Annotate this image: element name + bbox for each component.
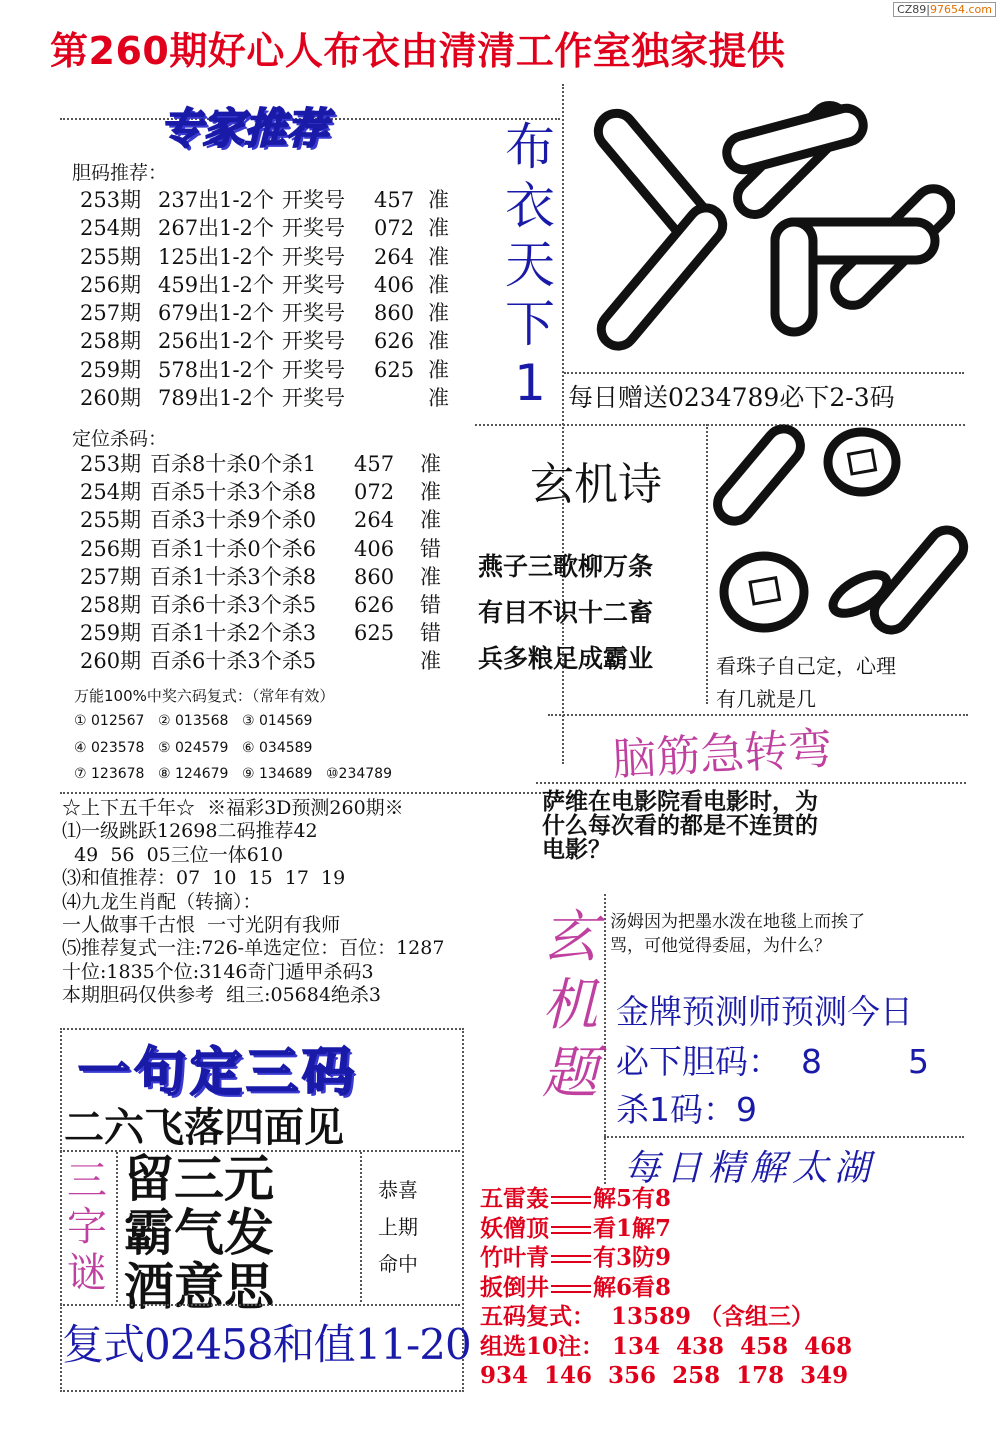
divider bbox=[604, 1136, 964, 1138]
dan-result-label: 开奖号 bbox=[282, 272, 345, 297]
taihu-hint: 看1解7 bbox=[593, 1214, 672, 1242]
xuanji-char: 玄 bbox=[542, 905, 598, 970]
taihu-hint: 解5有8 bbox=[593, 1185, 672, 1212]
sanzi-char: 字 bbox=[67, 1204, 107, 1250]
sanzi-words bbox=[124, 1149, 274, 1316]
dan-result: 626 bbox=[374, 329, 415, 354]
watermark-prefix: CZ89 bbox=[897, 3, 927, 16]
poem-line: 兵多粮足成霸业 bbox=[478, 644, 654, 673]
taihu-line bbox=[480, 1243, 852, 1273]
gold-kill-line bbox=[616, 1084, 757, 1131]
dan-issue: 256期 bbox=[80, 272, 142, 297]
kill-verdict: 准 bbox=[420, 508, 441, 533]
combo-item: ⑨ 134689 bbox=[242, 766, 313, 782]
dan-verdict: 准 bbox=[428, 216, 449, 241]
kill-result: 626 bbox=[354, 593, 395, 618]
gold-dan-2: 5 bbox=[908, 1042, 929, 1081]
kill-verdict: 准 bbox=[420, 480, 441, 505]
taihu-combo: 五码复式： 13589 （含组三） bbox=[480, 1303, 815, 1330]
dan-result-label: 开奖号 bbox=[282, 244, 345, 269]
buyi-char: 衣 bbox=[505, 177, 555, 235]
dan-result: 406 bbox=[374, 272, 415, 297]
taihu-line bbox=[480, 1273, 852, 1303]
gold-dan-label: 必下胆码： bbox=[616, 1042, 781, 1081]
taihu-term: 五雷轰 bbox=[480, 1185, 549, 1212]
poem-line: 有目不识十二畜 bbox=[478, 598, 654, 627]
kill-pick: 百杀3十杀9个杀0 bbox=[150, 508, 317, 533]
dan-row bbox=[80, 214, 449, 242]
poem-note-line: 看珠子自己定，心理 bbox=[716, 654, 896, 678]
dan-issue: 257期 bbox=[80, 301, 142, 326]
xuanji-char: 机 bbox=[542, 973, 598, 1038]
gold-dan-1: 8 bbox=[801, 1042, 822, 1081]
kill-pick: 百杀6十杀3个杀5 bbox=[150, 593, 317, 618]
kill-issue: 257期 bbox=[80, 564, 142, 589]
dan-result-label: 开奖号 bbox=[282, 188, 345, 212]
combo-row bbox=[74, 708, 410, 735]
poem-lines bbox=[478, 544, 653, 682]
kill-pick: 百杀1十杀3个杀8 bbox=[150, 564, 317, 589]
dan-result-label: 开奖号 bbox=[282, 386, 345, 411]
kill-issue: 253期 bbox=[80, 452, 142, 476]
divider bbox=[116, 1152, 118, 1302]
combo-row bbox=[74, 735, 410, 762]
hit-word: 恭喜 bbox=[378, 1178, 418, 1202]
kill-row bbox=[80, 450, 441, 478]
xuanji-char: 题 bbox=[542, 1041, 598, 1106]
beads-image bbox=[712, 420, 972, 645]
dan-result bbox=[374, 384, 428, 412]
watermark-site: 97654.com bbox=[930, 3, 992, 16]
dan-row bbox=[80, 186, 449, 214]
kill-result: 406 bbox=[354, 536, 395, 561]
kill-row bbox=[80, 591, 441, 619]
kill-row bbox=[80, 535, 441, 563]
dan-result-label: 开奖号 bbox=[282, 357, 345, 382]
page-title: 第260期好心人布衣由清清工作室独家提供 bbox=[50, 29, 786, 73]
taihu-lines bbox=[480, 1184, 852, 1391]
dan-result-label: 开奖号 bbox=[282, 216, 345, 241]
dan-label: 胆码推荐： bbox=[72, 162, 168, 184]
divider bbox=[706, 424, 708, 704]
dan-pick: 679出1-2个 bbox=[158, 301, 274, 326]
kill-table bbox=[80, 450, 441, 676]
dan-pick: 789出1-2个 bbox=[158, 386, 274, 411]
ancient-coins-image bbox=[575, 82, 955, 372]
dan-row bbox=[80, 356, 449, 384]
one-line-title: 一句定三码 bbox=[78, 1043, 359, 1103]
dan-result-label: 开奖号 bbox=[282, 301, 345, 326]
prediction-line: ⑷九龙生肖配（转摘）： bbox=[62, 890, 262, 913]
combo-item: ⑩234789 bbox=[326, 766, 392, 782]
site-watermark: CZ89|97654.com bbox=[893, 2, 996, 17]
dan-result: 264 bbox=[374, 244, 415, 269]
divider bbox=[60, 792, 560, 794]
buyi-char: 布 bbox=[505, 118, 555, 176]
taihu-term: 扳倒井 bbox=[480, 1273, 549, 1301]
kill-issue: 260期 bbox=[80, 649, 142, 674]
poem-note bbox=[716, 650, 896, 716]
combo-item: ⑥ 034589 bbox=[242, 739, 313, 756]
kill-row bbox=[80, 647, 441, 675]
taihu-term: 竹叶青 bbox=[480, 1244, 549, 1271]
hit-word: 上期 bbox=[378, 1215, 418, 1239]
combo-item: ③ 014569 bbox=[242, 713, 313, 729]
kill-verdict: 错 bbox=[420, 593, 441, 618]
divider bbox=[360, 1152, 362, 1302]
taihu-hint: 解6看8 bbox=[593, 1273, 672, 1301]
poem-line: 燕子三歌柳万条 bbox=[478, 552, 654, 581]
taihu-dash bbox=[551, 1285, 591, 1293]
kill-issue: 258期 bbox=[80, 593, 142, 618]
dan-verdict: 准 bbox=[428, 188, 449, 212]
prediction-line: ☆上下五千年☆ ※福彩3D预测260期※ bbox=[62, 797, 404, 819]
kill-issue: 254期 bbox=[80, 480, 142, 505]
taihu-group-1: 134 438 458 468 bbox=[604, 1332, 853, 1360]
kill-issue: 256期 bbox=[80, 536, 142, 561]
dan-row bbox=[80, 384, 449, 412]
dan-table bbox=[80, 186, 449, 412]
kill-issue: 259期 bbox=[80, 621, 142, 646]
sanzi-word: 霸气发 bbox=[124, 1203, 274, 1262]
dan-pick: 578出1-2个 bbox=[158, 357, 274, 382]
taihu-title: 每日精解太湖 bbox=[624, 1148, 877, 1189]
dan-verdict: 准 bbox=[428, 357, 449, 382]
dan-issue: 259期 bbox=[80, 357, 142, 382]
prediction-line: ⑸推荐复式一注:726-单选定位：百位：1287 bbox=[62, 937, 445, 960]
kill-pick: 百杀5十杀3个杀8 bbox=[150, 480, 317, 505]
combo-item: ⑦ 123678 bbox=[74, 766, 145, 782]
dan-result: 625 bbox=[374, 357, 415, 382]
sanzi-word: 酒意思 bbox=[124, 1257, 274, 1316]
poem-title: 玄机诗 bbox=[530, 459, 662, 510]
dan-pick: 125出1-2个 bbox=[158, 244, 274, 269]
riddle-line: 萨维在电影院看电影时，为 bbox=[542, 789, 818, 815]
divider bbox=[564, 372, 964, 374]
taihu-line bbox=[480, 1184, 852, 1214]
taihu-group-line-1 bbox=[480, 1332, 852, 1362]
prediction-line: 一人做事千古恨 一寸光阴有我师 bbox=[62, 914, 341, 937]
dan-verdict: 准 bbox=[428, 301, 449, 326]
divider bbox=[536, 782, 966, 784]
buyi-char: 天 bbox=[505, 236, 555, 294]
dan-row bbox=[80, 271, 449, 299]
compound-line: 复式02458和值11-20 bbox=[62, 1320, 471, 1369]
taihu-term: 妖僧顶 bbox=[480, 1214, 549, 1242]
taihu-line bbox=[480, 1214, 852, 1244]
divider bbox=[60, 1304, 460, 1306]
kill-label: 定位杀码： bbox=[72, 428, 168, 450]
sanzi-char: 谜 bbox=[67, 1250, 107, 1296]
dan-pick: 267出1-2个 bbox=[158, 216, 274, 241]
poem-note-line: 有几就是几 bbox=[716, 687, 816, 711]
prediction-line: ⑶和值推荐：07 10 15 17 19 bbox=[62, 867, 346, 890]
dan-row bbox=[80, 327, 449, 355]
kill-result: 264 bbox=[354, 508, 395, 533]
hit-word: 命中 bbox=[378, 1252, 418, 1276]
dan-issue: 255期 bbox=[80, 244, 142, 269]
gold-kill-label: 杀1码： bbox=[616, 1090, 736, 1129]
taihu-group-label: 组选10注： bbox=[480, 1332, 605, 1360]
dan-pick: 459出1-2个 bbox=[158, 272, 274, 297]
kill-verdict: 错 bbox=[420, 621, 441, 646]
combo-item: ⑤ 024579 bbox=[158, 739, 229, 756]
expert-heading: 专家推荐 bbox=[160, 104, 329, 153]
dan-issue: 253期 bbox=[80, 188, 142, 212]
gold-title: 金牌预测师预测今日 bbox=[616, 992, 913, 1031]
combo-row bbox=[74, 761, 410, 788]
gold-kill: 9 bbox=[736, 1090, 757, 1129]
riddle-line: 电影？ bbox=[542, 837, 611, 863]
kill-result bbox=[354, 647, 420, 675]
kill-result: 860 bbox=[354, 564, 395, 589]
taihu-group-line-2: 934 146 356 258 178 349 bbox=[480, 1362, 849, 1389]
kill-verdict: 准 bbox=[420, 564, 441, 589]
kill-result: 625 bbox=[354, 621, 395, 646]
riddle-title: 脑筋急转弯 bbox=[611, 723, 834, 786]
sanzi-vertical-label bbox=[64, 1158, 110, 1296]
kill-issue: 255期 bbox=[80, 508, 142, 533]
prediction-line: 十位:1835个位:3146奇门遁甲杀码3 bbox=[62, 960, 374, 983]
combo-item: ① 012567 bbox=[74, 713, 145, 729]
riddle-line: 什么每次看的都是不连贯的 bbox=[542, 813, 818, 839]
hit-vertical-label bbox=[378, 1172, 418, 1283]
riddle-question bbox=[542, 790, 818, 862]
kill-row bbox=[80, 563, 441, 591]
taihu-dash bbox=[551, 1196, 591, 1204]
gold-dan-line bbox=[616, 1036, 929, 1083]
combo-title: 万能100%中奖六码复式：（常年有效） bbox=[74, 687, 335, 705]
dan-result: 072 bbox=[374, 216, 415, 241]
buyi-vertical-title bbox=[500, 118, 560, 413]
dan-result-label: 开奖号 bbox=[282, 329, 345, 354]
kill-result: 072 bbox=[354, 480, 395, 505]
kill-pick: 百杀8十杀0个杀1 bbox=[150, 452, 317, 476]
kill-row bbox=[80, 506, 441, 534]
dan-pick: 237出1-2个 bbox=[158, 188, 274, 212]
dan-verdict: 准 bbox=[428, 329, 449, 354]
dan-issue: 260期 bbox=[80, 386, 142, 411]
divider bbox=[604, 894, 606, 1184]
dan-row bbox=[80, 243, 449, 271]
dan-row bbox=[80, 299, 449, 327]
dan-result: 860 bbox=[374, 301, 415, 326]
riddle-line-2: 汤姆因为把墨水泼在地毯上而挨了 bbox=[610, 912, 865, 932]
kill-verdict: 准 bbox=[420, 649, 441, 674]
kill-pick: 百杀1十杀2个杀3 bbox=[150, 621, 317, 646]
riddle-question-2 bbox=[610, 910, 865, 958]
combo-item: ④ 023578 bbox=[74, 739, 145, 756]
kill-result: 457 bbox=[354, 452, 395, 476]
sanzi-word: 留三元 bbox=[124, 1149, 274, 1208]
xuanji-vertical-title bbox=[540, 904, 600, 1108]
kill-row bbox=[80, 619, 441, 647]
combo-item: ⑧ 124679 bbox=[158, 766, 229, 782]
combo-item: ② 013568 bbox=[158, 713, 229, 729]
prediction-line: 49 56 05三位一体610 bbox=[62, 843, 284, 866]
taihu-hint: 有3防9 bbox=[593, 1244, 672, 1271]
taihu-dash bbox=[551, 1255, 591, 1263]
kill-pick: 百杀6十杀3个杀5 bbox=[150, 649, 317, 674]
dan-verdict: 准 bbox=[428, 244, 449, 269]
dan-issue: 254期 bbox=[80, 216, 142, 241]
prediction-line: ⑴一级跳跃12698二码推荐42 bbox=[62, 820, 318, 843]
prediction-block bbox=[62, 797, 444, 1008]
prediction-line: 本期胆码仅供参考 组三:05684绝杀3 bbox=[62, 984, 382, 1007]
kill-verdict: 准 bbox=[420, 452, 441, 476]
dan-issue: 258期 bbox=[80, 329, 142, 354]
daily-gift: 每日赠送0234789必下2-3码 bbox=[568, 383, 895, 412]
combo-list bbox=[74, 708, 410, 788]
taihu-dash bbox=[551, 1226, 591, 1234]
riddle-line-2: 骂，可他觉得委屈，为什么？ bbox=[610, 936, 831, 956]
dan-verdict: 准 bbox=[428, 272, 449, 297]
buyi-char: 下 bbox=[505, 295, 555, 353]
kill-pick: 百杀1十杀0个杀6 bbox=[150, 536, 317, 561]
dan-pick: 256出1-2个 bbox=[158, 329, 274, 354]
kill-verdict: 错 bbox=[420, 536, 441, 561]
buyi-char: 1 bbox=[514, 354, 546, 412]
sanzi-char: 三 bbox=[67, 1158, 107, 1204]
dan-result: 457 bbox=[374, 188, 415, 212]
dan-verdict: 准 bbox=[428, 386, 449, 411]
one-line-phrase: 二六飞落四面见 bbox=[64, 1105, 344, 1151]
kill-row bbox=[80, 478, 441, 506]
